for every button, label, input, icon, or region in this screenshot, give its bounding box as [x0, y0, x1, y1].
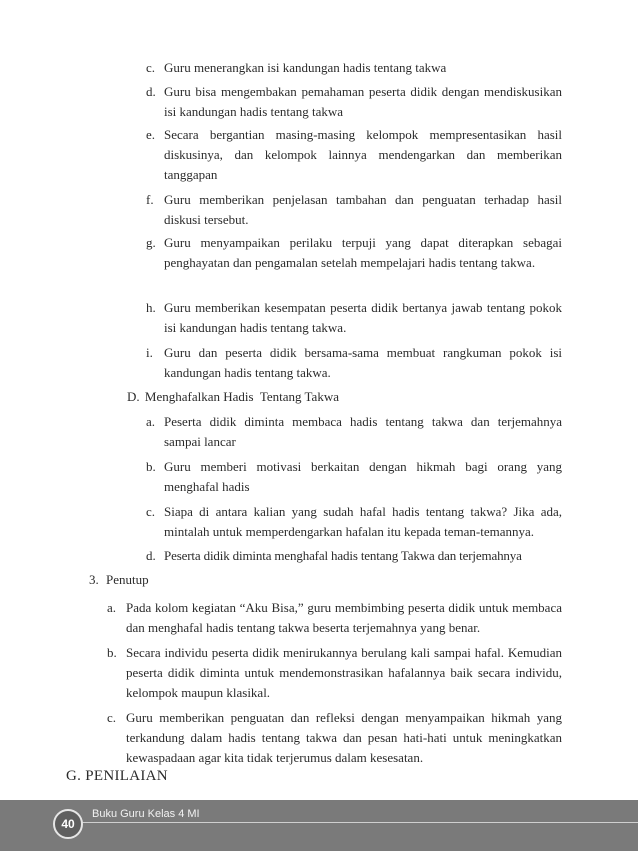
penutup-label: 3.	[89, 572, 99, 587]
section-d-label: D.	[127, 389, 140, 404]
section-d-heading	[127, 387, 339, 407]
item-label: h.	[146, 300, 156, 315]
list-item	[107, 643, 562, 703]
item-text: Secara individu peserta didik menirukannya berulang kali sampai hafal. Kemudian peserta didik diminta untuk mendemonstrasikan hafalannya baik secara individu, kelompok maupun klasikal.	[126, 645, 562, 700]
list-item	[107, 708, 562, 768]
list-item	[146, 546, 576, 566]
item-label: b.	[146, 459, 156, 474]
list-item	[146, 298, 562, 338]
item-text: Guru bisa mengembakan pemahaman peserta didik dengan mendiskusikan isi kandungan hadis tentang takwa	[164, 84, 562, 119]
list-item	[146, 125, 562, 185]
item-text: Pada kolom kegiatan “Aku Bisa,” guru membimbing peserta didik untuk membaca dan menghafal hadis tentang takwa beserta terjemahnya yang benar.	[126, 600, 562, 635]
penutup-title: Penutup	[106, 572, 149, 587]
item-label: g.	[146, 235, 156, 250]
item-label: c.	[146, 504, 156, 519]
list-item	[146, 457, 562, 497]
item-label: e.	[146, 127, 156, 142]
section-g-title: G. PENILAIAN	[66, 768, 168, 784]
item-text: Guru menerangkan isi kandungan hadis tentang takwa	[164, 60, 447, 75]
item-label: f.	[146, 192, 154, 207]
book-title: Buku Guru Kelas 4 MI	[92, 808, 200, 820]
list-item	[146, 412, 562, 452]
list-item	[146, 502, 562, 542]
item-text: Peserta didik diminta membaca hadis tentang takwa dan terjemahnya sampai lancar	[164, 414, 562, 449]
item-label: c.	[107, 710, 117, 725]
item-text: Secara bergantian masing-masing kelompok mempresentasikan hasil diskusinya, dan kelompok lainnya mendengarkan dan memberikan tanggapan	[164, 127, 562, 182]
item-label: c.	[146, 60, 156, 75]
item-text: Guru menyampaikan perilaku terpuji yang dapat diterapkan sebagai penghayatan dan pengamalan setelah mempelajari hadis tentang takwa.	[164, 235, 562, 270]
list-item	[107, 598, 562, 638]
footer-divider	[70, 822, 638, 823]
item-label: i.	[146, 345, 153, 360]
page-number-badge: 40	[53, 809, 83, 839]
item-label: d.	[146, 84, 156, 99]
item-text: Guru memberikan kesempatan peserta didik bertanya jawab tentang pokok isi kandungan hadis tentang takwa.	[164, 300, 562, 335]
list-item	[146, 233, 562, 273]
item-label: a.	[107, 600, 117, 615]
item-text: Guru memberikan penguatan dan refleksi dengan menyampaikan hikmah yang terkandung dalam hadis tentang takwa dan pesan hati-hati untuk meningkatkan kewaspadaan agar kita tidak terjerumus dalam kesesatan.	[126, 710, 562, 765]
penutup-heading	[89, 570, 149, 590]
item-text: Siapa di antara kalian yang sudah hafal hadis tentang takwa? Jika ada, mintalah untuk memperdengarkan hafalan itu kepada teman-temannya.	[164, 504, 562, 539]
list-item	[146, 82, 562, 122]
item-label: d.	[146, 548, 156, 563]
item-label: a.	[146, 414, 156, 429]
item-text: Peserta didik diminta menghafal hadis tentang Takwa dan terjemahnya	[164, 548, 522, 563]
item-label: b.	[107, 645, 117, 660]
item-text: Guru dan peserta didik bersama-sama membuat rangkuman pokok isi kandungan hadis tentang takwa.	[164, 345, 562, 380]
list-item	[146, 343, 562, 383]
list-item	[146, 190, 562, 230]
item-text: Guru memberi motivasi berkaitan dengan hikmah bagi orang yang menghafal hadis	[164, 459, 562, 494]
section-d-title: Menghafalkan Hadis Tentang Takwa	[144, 389, 339, 404]
list-item	[146, 58, 562, 78]
item-text: Guru memberikan penjelasan tambahan dan penguatan terhadap hasil diskusi tersebut.	[164, 192, 562, 227]
